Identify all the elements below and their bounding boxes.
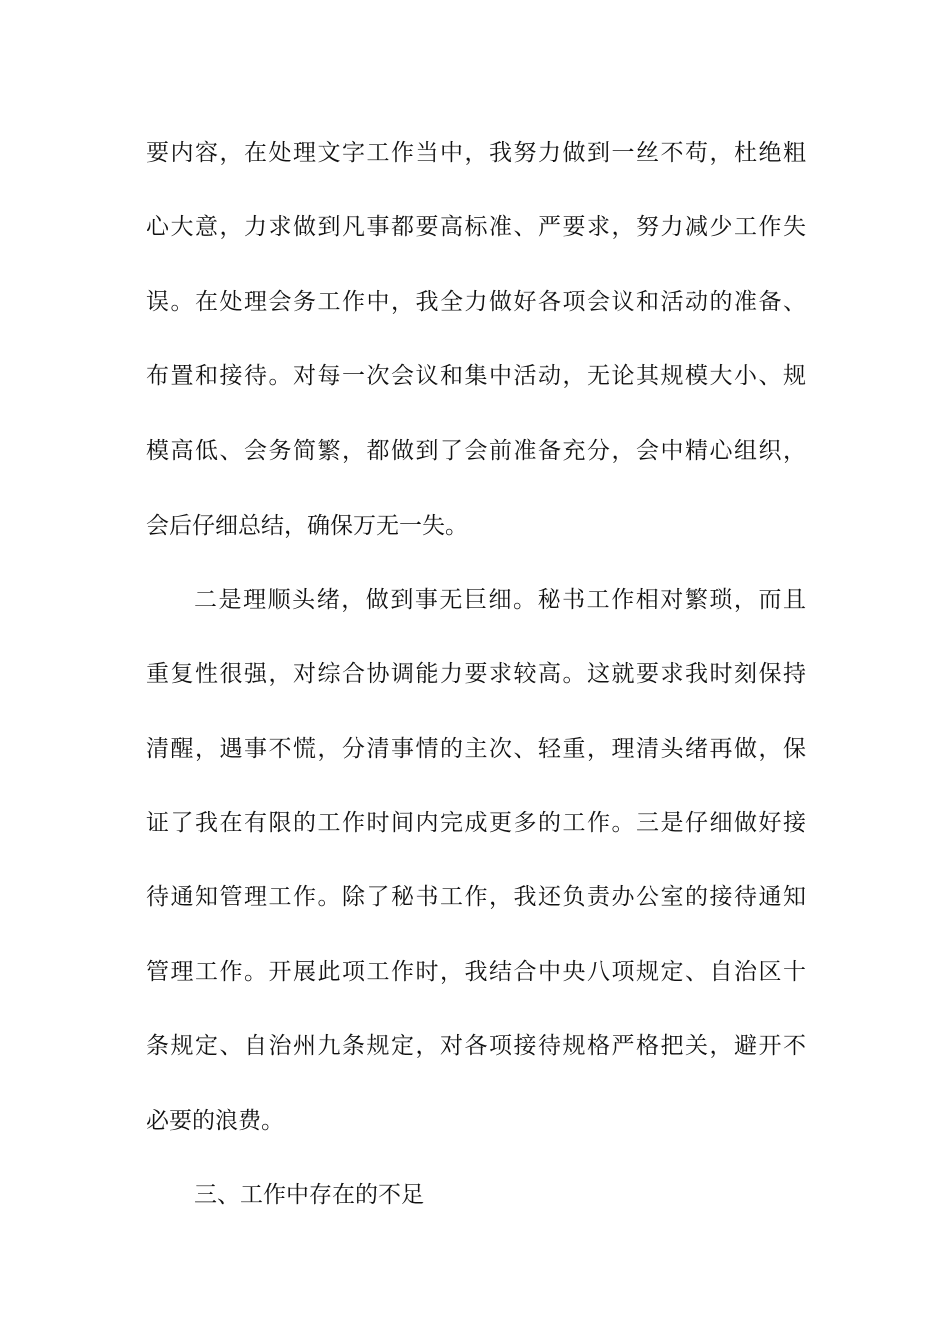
text-line-11: 待通知管理工作。除了秘书工作，我还负责办公室的接待通知 [146,884,806,910]
section-heading: 三、工作中存在的不足 [194,1182,424,1208]
text-line-12: 管理工作。开展此项工作时，我结合中央八项规定、自治区十 [146,959,806,985]
text-line-9: 清醒，遇事不慌，分清事情的主次、轻重，理清头绪再做，保 [146,736,806,762]
text-line-2: 心大意，力求做到凡事都要高标准、严要求，努力减少工作失 [146,214,806,240]
text-line-13: 条规定、自治州九条规定，对各项接待规格严格把关，避开不 [146,1033,806,1059]
text-line-10: 证了我在有限的工作时间内完成更多的工作。三是仔细做好接 [146,810,806,836]
paragraph-2-first-line: 二是理顺头绪，做到事无巨细。秘书工作相对繁琐，而且 [194,587,806,613]
text-line-8: 重复性很强，对综合协调能力要求较高。这就要求我时刻保持 [146,661,806,687]
text-line-5: 模高低、会务简繁，都做到了会前准备充分，会中精心组织， [146,438,806,464]
text-line-4: 布置和接待。对每一次会议和集中活动，无论其规模大小、规 [146,363,806,389]
text-line-6: 会后仔细总结，确保万无一失。 [146,513,468,539]
text-line-1: 要内容，在处理文字工作当中，我努力做到一丝不苟，杜绝粗 [146,140,806,166]
text-line-3: 误。在处理会务工作中，我全力做好各项会议和活动的准备、 [146,289,806,315]
text-line-14: 必要的浪费。 [146,1108,284,1134]
